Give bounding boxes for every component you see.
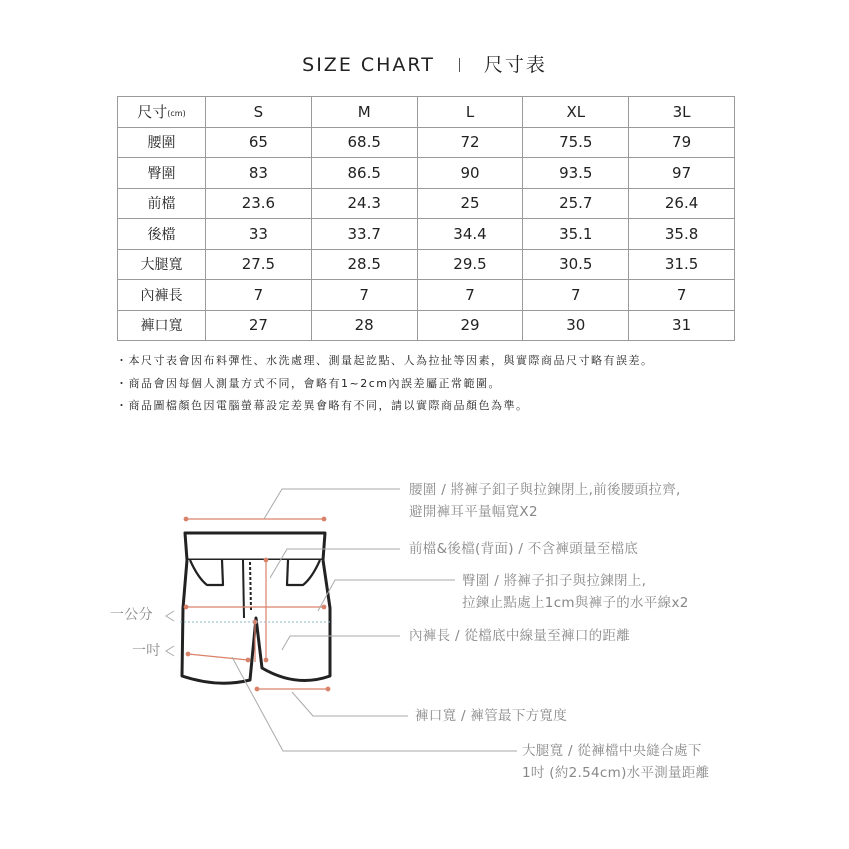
fly-line [243, 560, 244, 618]
table-cell: 7 [629, 280, 735, 311]
note-item: ・商品會因每個人測量方式不同，會略有1~2cm內誤差屬正常範圍。 [116, 376, 501, 390]
table-row [118, 188, 735, 219]
table-cell: 93.5 [523, 158, 629, 189]
title-separator [459, 58, 460, 72]
column-header: S [206, 97, 312, 128]
table-cell: 72 [417, 127, 523, 158]
table-cell: 79 [629, 127, 735, 158]
shorts-illustration [182, 533, 330, 683]
table-cell: 33.7 [311, 219, 417, 250]
table-cell: 7 [417, 280, 523, 311]
size-table [117, 96, 735, 341]
table-header-row [118, 97, 735, 128]
corner-header [118, 97, 206, 128]
page-title [0, 50, 849, 77]
annotation-line: 大腿寬 / 從褲檔中央縫合處下 [522, 743, 702, 759]
table-cell: 65 [206, 127, 312, 158]
title-en: SIZE CHART [302, 54, 435, 76]
column-header: L [417, 97, 523, 128]
row-label: 內褲長 [118, 280, 206, 311]
table-cell: 28 [311, 310, 417, 341]
hip-annotation [462, 570, 689, 614]
row-label: 腰圍 [118, 127, 206, 158]
table-cell: 25 [417, 188, 523, 219]
table-cell: 27.5 [206, 249, 312, 280]
table-cell: 97 [629, 158, 735, 189]
table-row [118, 219, 735, 250]
hem-annotation [415, 705, 567, 727]
table-cell: 33 [206, 219, 312, 250]
annotation-line: 1吋 (約2.54cm)水平測量距離 [522, 765, 710, 781]
table-row [118, 127, 735, 158]
waistband [185, 533, 325, 560]
one-cm-marker: 一公分 [110, 607, 153, 623]
corner-label: 尺寸 [137, 103, 168, 122]
row-label: 大腿寬 [118, 249, 206, 280]
column-header: 3L [629, 97, 735, 128]
table-row [118, 158, 735, 189]
rise-annotation [409, 538, 638, 560]
table-cell: 29.5 [417, 249, 523, 280]
annotation-line: 褲口寬 / 褲管最下方寬度 [415, 708, 568, 724]
one-inch-marker: 一吋 [132, 643, 161, 659]
table-cell: 30.5 [523, 249, 629, 280]
table-cell: 26.4 [629, 188, 735, 219]
table-cell: 90 [417, 158, 523, 189]
annotation-line: 內褲長 / 從檔底中線量至褲口的距離 [409, 628, 631, 644]
table-cell: 68.5 [311, 127, 417, 158]
column-header: M [311, 97, 417, 128]
annotation-line: 拉鍊止點處上1cm與褲子的水平線x2 [462, 595, 689, 611]
waist-annotation [409, 479, 681, 523]
annotation-line: 臀圍 / 將褲子扣子與拉鍊閉上, [462, 573, 647, 589]
table-cell: 35.8 [629, 219, 735, 250]
row-label: 褲口寬 [118, 310, 206, 341]
table-row [118, 280, 735, 311]
table-cell: 29 [417, 310, 523, 341]
table-cell: 83 [206, 158, 312, 189]
measurement-diagram [0, 470, 849, 800]
table-cell: 86.5 [311, 158, 417, 189]
annotation-line: 避開褲耳平量幅寬X2 [409, 504, 538, 520]
table-cell: 31 [629, 310, 735, 341]
note-item: ・本尺寸表會因布料彈性、水洗處理、測量起訖點、人為拉扯等因素，與實際商品尺寸略有誤差。 [116, 354, 654, 367]
table-cell: 34.4 [417, 219, 523, 250]
notes [116, 350, 654, 418]
table-cell: 25.7 [523, 188, 629, 219]
table-cell: 7 [523, 280, 629, 311]
note-item: ・商品圖檔顏色因電腦螢幕設定差異會略有不同，請以實際商品顏色為準。 [116, 399, 529, 412]
table-cell: 30 [523, 310, 629, 341]
table-row [118, 249, 735, 280]
row-label: 前檔 [118, 188, 206, 219]
title-zh: 尺寸表 [483, 54, 547, 76]
annotation-line: 前檔&後檔(背面) / 不含褲頭量至檔底 [409, 541, 639, 557]
table-cell: 28.5 [311, 249, 417, 280]
row-label: 臀圍 [118, 158, 206, 189]
column-header: XL [523, 97, 629, 128]
table-cell: 7 [311, 280, 417, 311]
table-cell: 7 [206, 280, 312, 311]
table-cell: 31.5 [629, 249, 735, 280]
row-label: 後檔 [118, 219, 206, 250]
table-cell: 35.1 [523, 219, 629, 250]
table-cell: 24.3 [311, 188, 417, 219]
corner-unit: (cm) [167, 109, 186, 119]
table-cell: 23.6 [206, 188, 312, 219]
annotation-line: 腰圍 / 將褲子釦子與拉鍊閉上,前後腰頭拉齊, [409, 482, 681, 498]
table-cell: 75.5 [523, 127, 629, 158]
thigh-annotation [522, 740, 709, 784]
table-cell: 27 [206, 310, 312, 341]
inseam-annotation [409, 625, 630, 647]
table-row [118, 310, 735, 341]
